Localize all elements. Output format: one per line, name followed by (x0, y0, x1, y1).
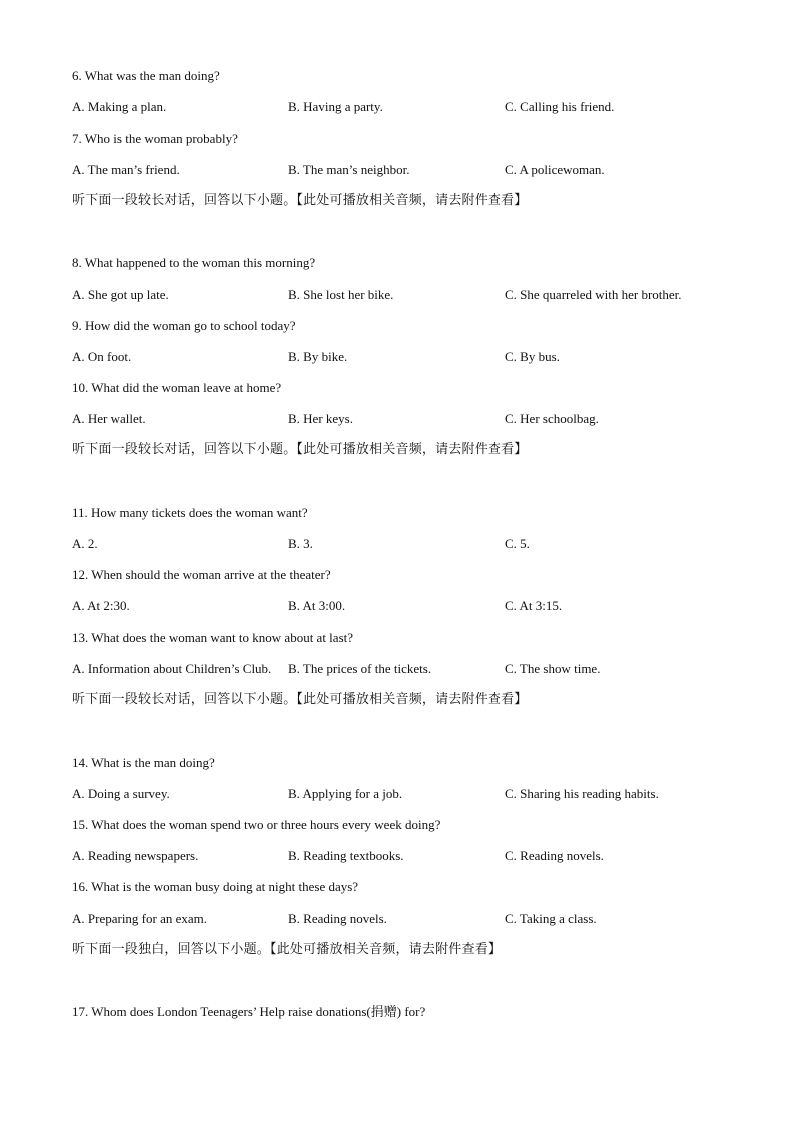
listening-instruction-4: 听下面一段独白，回答以下小题。【此处可播放相关音频，请去附件查看】 (72, 942, 502, 957)
question-17: 17. Whom does London Teenagers’ Help raise donations(捐赠) for? (72, 1004, 426, 1019)
q15-option-a: A. Reading newspapers. (72, 848, 199, 863)
question-6: 6. What was the man doing? (72, 68, 220, 83)
q9-option-a: A. On foot. (72, 349, 132, 364)
q16-option-a: A. Preparing for an exam. (72, 911, 208, 926)
q7-option-c: C. A policewoman. (505, 162, 605, 177)
q13-option-b: B. The prices of the tickets. (288, 661, 432, 676)
q16-option-c: C. Taking a class. (505, 911, 597, 926)
q8-option-b: B. She lost her bike. (288, 287, 394, 302)
q6-option-c: C. Calling his friend. (505, 99, 615, 114)
q12-option-a: A. At 2:30. (72, 598, 130, 613)
question-8: 8. What happened to the woman this morning? (72, 255, 316, 270)
q14-option-a: A. Doing a survey. (72, 786, 170, 801)
q6-option-a: A. Making a plan. (72, 99, 167, 114)
question-14: 14. What is the man doing? (72, 755, 215, 770)
listening-instruction-2: 听下面一段较长对话，回答以下小题。【此处可播放相关音频，请去附件查看】 (72, 442, 528, 457)
q15-option-b: B. Reading textbooks. (288, 848, 404, 863)
q9-option-c: C. By bus. (505, 349, 560, 364)
question-12: 12. When should the woman arrive at the theater? (72, 567, 331, 582)
q8-option-a: A. She got up late. (72, 287, 169, 302)
q13-option-a: A. Information about Children’s Club. (72, 661, 272, 676)
q9-option-b: B. By bike. (288, 349, 348, 364)
question-15: 15. What does the woman spend two or three hours every week doing? (72, 817, 441, 832)
q12-option-c: C. At 3:15. (505, 598, 563, 613)
q15-option-c: C. Reading novels. (505, 848, 604, 863)
q11-option-a: A. 2. (72, 536, 98, 551)
listening-instruction-1: 听下面一段较长对话，回答以下小题。【此处可播放相关音频，请去附件查看】 (72, 193, 528, 208)
question-16: 16. What is the woman busy doing at night these days? (72, 879, 359, 894)
q6-option-b: B. Having a party. (288, 99, 383, 114)
q10-option-c: C. Her schoolbag. (505, 411, 599, 426)
question-9: 9. How did the woman go to school today? (72, 318, 296, 333)
q11-option-c: C. 5. (505, 536, 530, 551)
question-7: 7. Who is the woman probably? (72, 131, 238, 146)
q10-option-a: A. Her wallet. (72, 411, 146, 426)
listening-instruction-3: 听下面一段较长对话，回答以下小题。【此处可播放相关音频，请去附件查看】 (72, 692, 528, 707)
q8-option-c: C. She quarreled with her brother. (505, 287, 682, 302)
q7-option-a: A. The man’s friend. (72, 162, 180, 177)
q13-option-c: C. The show time. (505, 661, 601, 676)
question-11: 11. How many tickets does the woman want? (72, 505, 308, 520)
q16-option-b: B. Reading novels. (288, 911, 387, 926)
question-10: 10. What did the woman leave at home? (72, 380, 282, 395)
q11-option-b: B. 3. (288, 536, 313, 551)
q14-option-c: C. Sharing his reading habits. (505, 786, 659, 801)
question-13: 13. What does the woman want to know about at last? (72, 630, 354, 645)
q7-option-b: B. The man’s neighbor. (288, 162, 410, 177)
q14-option-b: B. Applying for a job. (288, 786, 403, 801)
q10-option-b: B. Her keys. (288, 411, 353, 426)
q12-option-b: B. At 3:00. (288, 598, 346, 613)
